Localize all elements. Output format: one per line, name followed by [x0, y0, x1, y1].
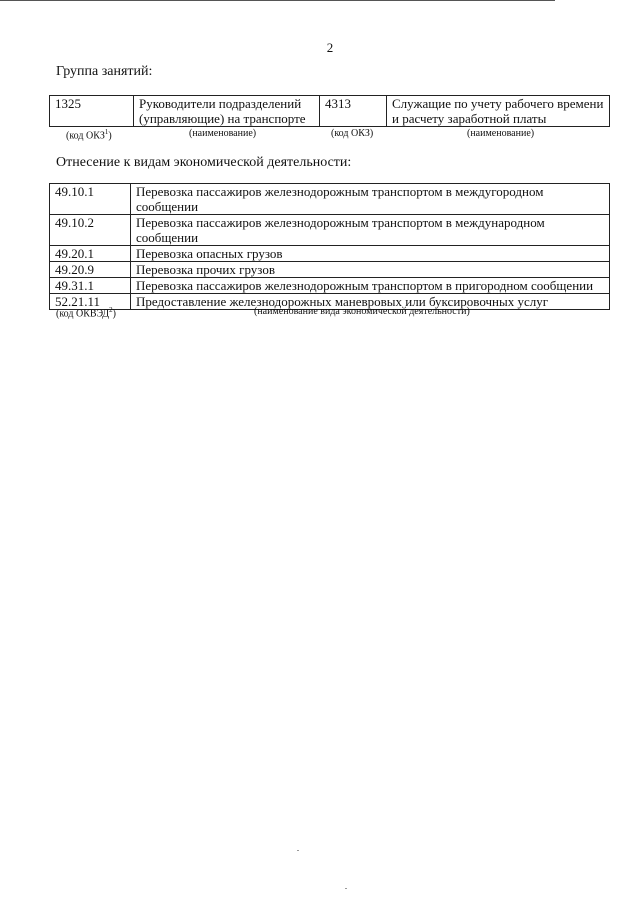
okz-name2-caption: (наименование) — [467, 128, 535, 139]
okved-name-cell: Перевозка пассажиров железнодорожным транспортом в пригородном сообщении — [131, 278, 610, 294]
economic-activity-table — [49, 183, 610, 310]
okved-code-cell: 49.31.1 — [50, 278, 131, 294]
okved-code-cell: 49.10.1 — [50, 184, 131, 215]
okved-name-cell: Перевозка пассажиров железнодорожным транспортом в междугородном сообщении — [131, 184, 610, 215]
scan-speck — [297, 850, 299, 851]
page-number: 2 — [326, 40, 334, 55]
okz-code-cell-2: 4313 — [320, 96, 387, 127]
occupation-group-table — [49, 95, 610, 127]
okved-name-cell: Перевозка опасных грузов — [131, 246, 610, 262]
okz-code-caption: (код ОКЗ$^1$) — [66, 128, 112, 142]
okved-code-cell: 49.20.1 — [50, 246, 131, 262]
okved-code-cell: 52.21.11 — [50, 294, 131, 310]
scan-speck — [345, 888, 347, 889]
okz-name-cell-2: Служащие по учету рабочего времени и расчету заработной платы — [387, 96, 610, 127]
okved-name-cell: Перевозка пассажиров железнодорожным транспортом в международном сообщении — [131, 215, 610, 246]
table-row — [50, 278, 610, 294]
okz-name-cell: Руководители подразделений (управляющие) на транспорте — [134, 96, 320, 127]
okved-code-cell: 49.10.2 — [50, 215, 131, 246]
economic-activity-heading: Отнесение к видам экономической деятельности: — [56, 155, 352, 170]
economic-activity-captions — [0, 306, 640, 320]
table-row — [50, 96, 610, 127]
top-border-line — [0, 0, 555, 1]
table-row — [50, 184, 610, 215]
table-row — [50, 262, 610, 278]
okz-name-caption: (наименование) — [189, 128, 257, 139]
okved-name-caption: (наименование вида экономической деятельности) — [254, 306, 470, 317]
okved-name-cell: Перевозка прочих грузов — [131, 262, 610, 278]
okz-code-cell: 1325 — [50, 96, 134, 127]
table-row — [50, 215, 610, 246]
okved-code-cell: 49.20.9 — [50, 262, 131, 278]
okved-name-cell: Предоставление железнодорожных маневровых или буксировочных услуг — [131, 294, 610, 310]
occupation-group-heading: Группа занятий: — [56, 64, 153, 79]
table-row — [50, 246, 610, 262]
occupation-captions — [0, 128, 640, 142]
okved-code-caption: (код ОКВЭД$^2$) — [56, 306, 116, 320]
okz-code2-caption: (код ОКЗ) — [331, 128, 374, 139]
